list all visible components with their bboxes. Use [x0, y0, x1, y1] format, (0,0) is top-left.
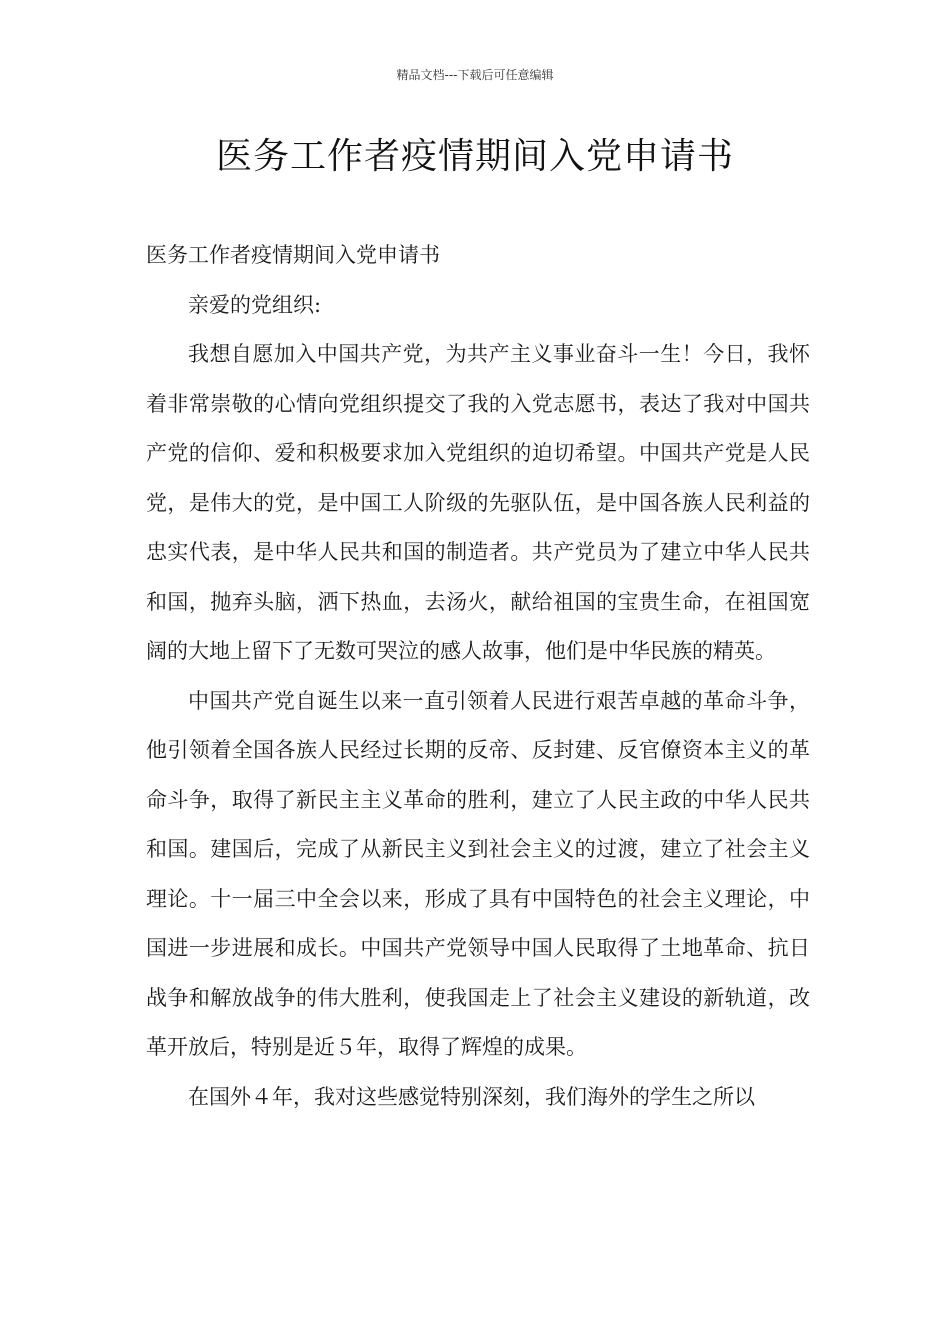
page-header-note: 精品文档---下载后可任意编辑	[396, 68, 554, 82]
document-subtitle: 医务工作者疫情期间入党申请书	[146, 243, 440, 267]
document-body	[146, 231, 810, 1122]
document-title: 医务工作者疫情期间入党申请书	[215, 136, 734, 177]
body-paragraph-3: 在国外４年，我对这些感觉特别深刻，我们海外的学生之所以	[188, 1084, 755, 1109]
body-paragraph-2: 中国共产党自诞生以来一直引领着人民进行艰苦卓越的革命斗争，他引领着全国各族人民经过长期的反帝、反封建、反官僚资本主义的革命斗争，取得了新民主主义革命的胜利，建立了人民主政的中华人民共和国。建国后，完成了从新民主义到社会主义的过渡，建立了社会主义理论。十一届三中全会以来，形成了具有中国特色的社会主义理论，中国进一步进展和成长。中国共产党领导中国人民取得了土地革命、抗日战争和解放战争的伟大胜利，使我国走上了社会主义建设的新轨道，改革开放后，特别是近５年，取得了辉煌的成果。	[146, 688, 810, 1059]
salutation: 亲爱的党组织:	[188, 292, 322, 317]
body-paragraph-1: 我想自愿加入中国共产党，为共产主义事业奋斗一生！今日，我怀着非常崇敬的心情向党组织提交了我的入党志愿书，表达了我对中国共产党的信仰、爱和积极要求加入党组织的迫切希望。中国共产党是人民党，是伟大的党，是中国工人阶级的先驱队伍，是中国各族人民利益的忠实代表，是中华人民共和国的制造者。共产党员为了建立中华人民共和国，抛弃头脑，洒下热血，去汤火，献给祖国的宝贵生命，在祖国宽阔的大地上留下了无数可哭泣的感人故事，他们是中华民族的精英。	[146, 342, 810, 663]
